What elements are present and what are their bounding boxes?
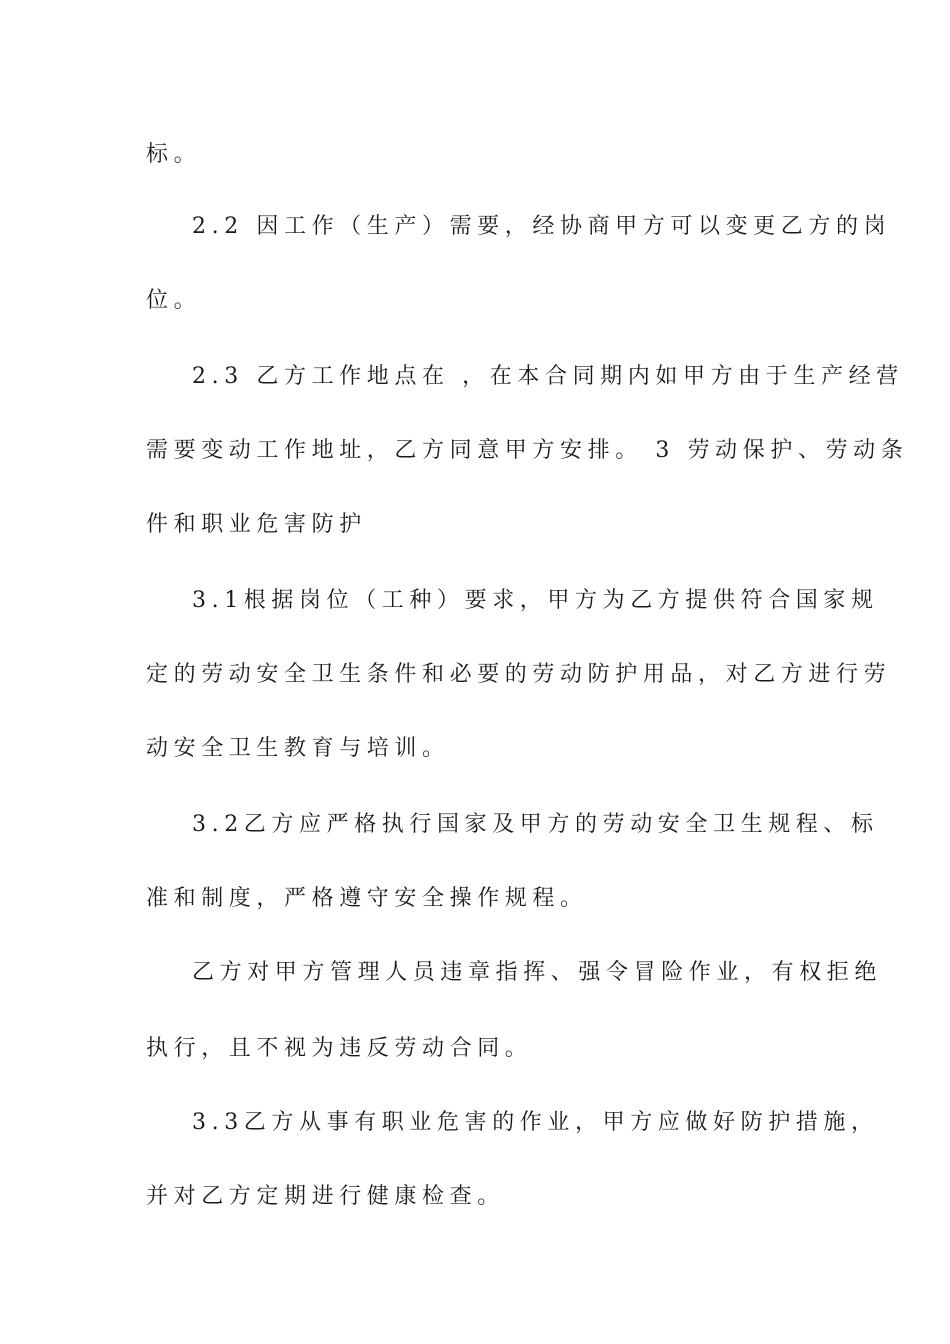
text-line-1: 标。 (146, 142, 202, 167)
section-3-heading: 件和职业危害防护 (146, 512, 367, 537)
clause-3-3-line-1: 3.3乙方从事有职业危害的作业，甲方应做好防护措施， (192, 1110, 879, 1135)
refusal-paragraph-line-2: 执行，且不视为违反劳动合同。 (146, 1036, 533, 1061)
clause-2-2-line-2: 位。 (146, 288, 202, 313)
clause-3-1-line-1: 3.1根据岗位（工种）要求，甲方为乙方提供符合国家规 (192, 588, 879, 613)
refusal-paragraph-line-1: 乙方对甲方管理人员违章指挥、强令冒险作业，有权拒绝 (192, 960, 883, 985)
clause-3-3-line-2: 并对乙方定期进行健康检查。 (146, 1184, 505, 1209)
clause-2-3-line-1: 2.3 乙方工作地点在 ，在本合同期内如甲方由于生产经营 (192, 364, 904, 389)
clause-3-1-line-3: 动安全卫生教育与培训。 (146, 736, 450, 761)
clause-2-3-line-2: 需要变动工作地址，乙方同意甲方安排。 3 劳动保护、劳动条 (146, 438, 909, 463)
clause-3-1-line-2: 定的劳动安全卫生条件和必要的劳动防护用品，对乙方进行劳 (146, 662, 892, 687)
clause-2-2-line-1: 2.2 因工作（生产）需要，经协商甲方可以变更乙方的岗 (192, 214, 892, 239)
clause-3-2-line-1: 3.2乙方应严格执行国家及甲方的劳动安全卫生规程、标 (192, 812, 879, 837)
clause-3-2-line-2: 准和制度，严格遵守安全操作规程。 (146, 886, 588, 911)
